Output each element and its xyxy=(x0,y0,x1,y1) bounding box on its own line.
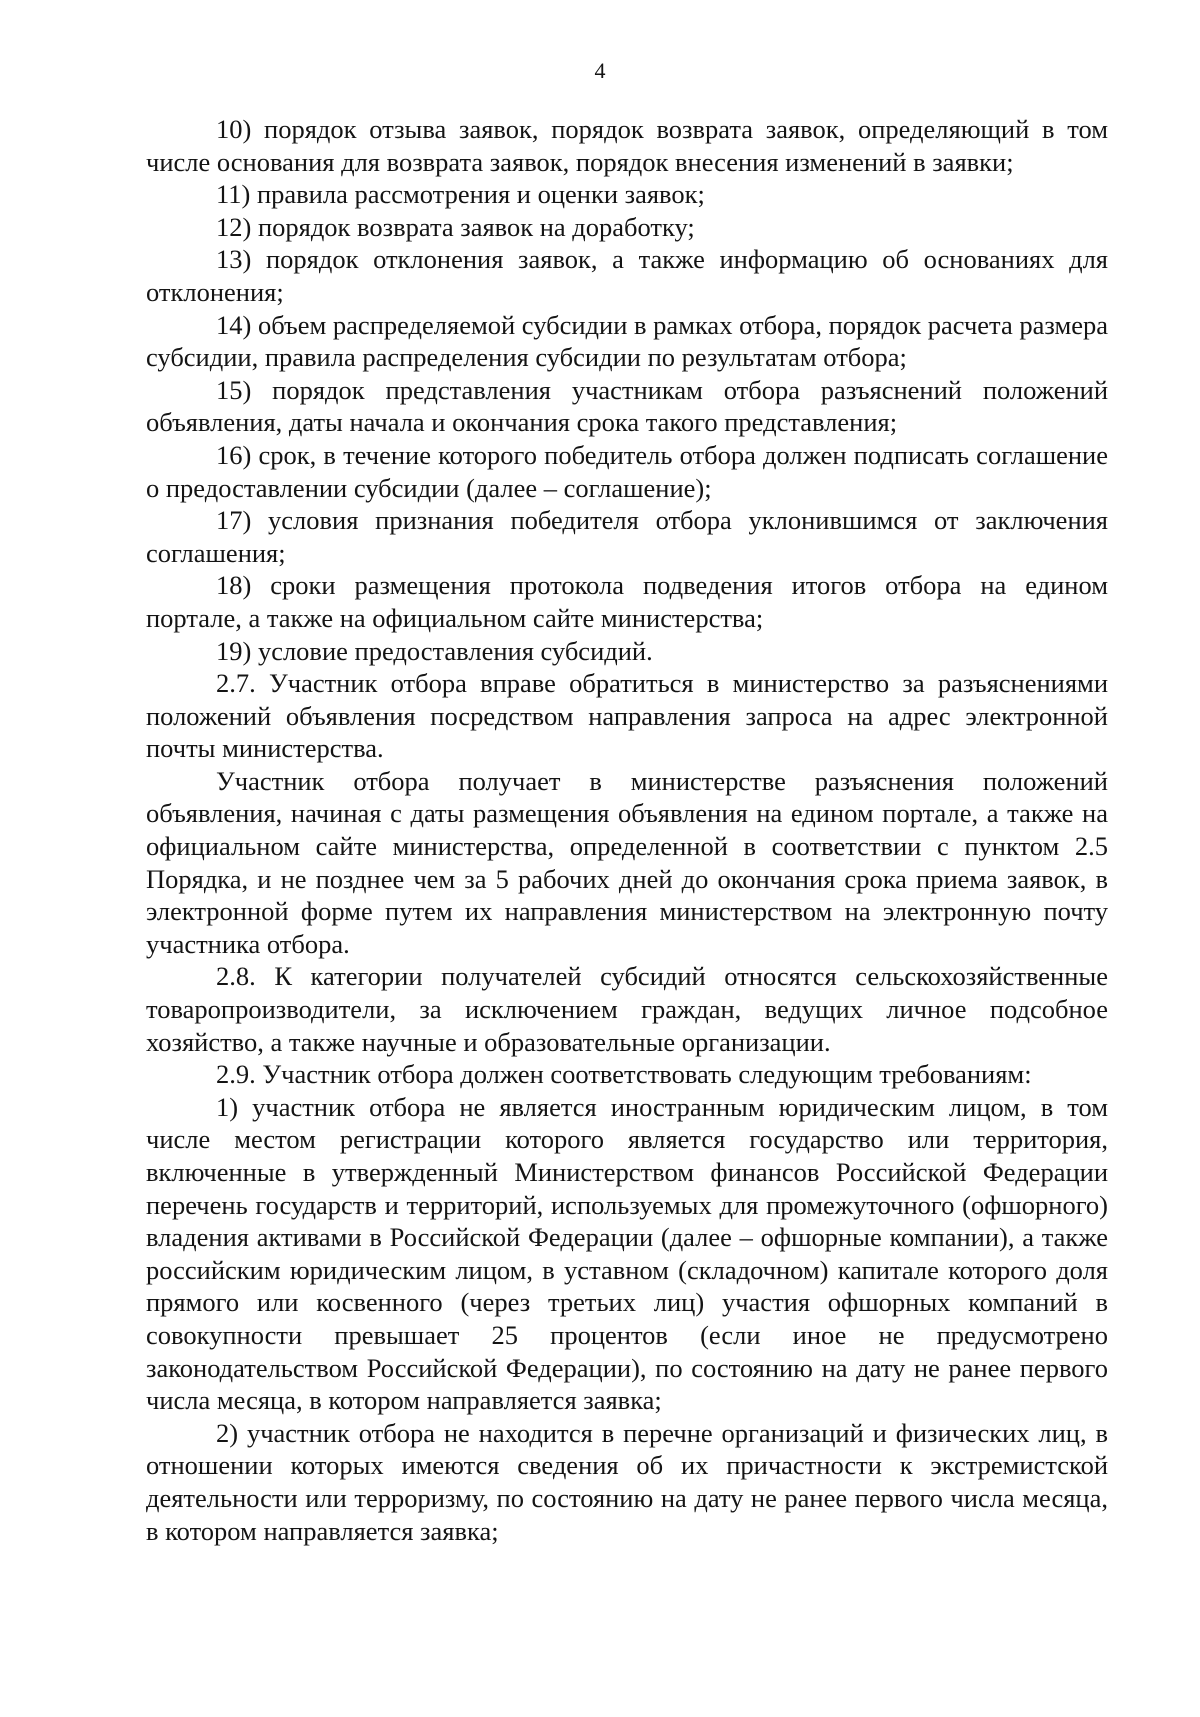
paragraph-item-13: 13) порядок отклонения заявок, а также информацию об основаниях для отклонения; xyxy=(146,244,1108,307)
paragraph-requirement-2: 2) участник отбора не находится в перечне организаций и физических лиц, в отношении которых имеются сведения об их причастности к экстремистской деятельности или терроризму, по состоянию на дату не ранее первого числа месяца, в котором направляется заявка; xyxy=(146,1417,1108,1546)
paragraph-item-16: 16) срок, в течение которого победитель отбора должен подписать соглашение о предоставлении субсидии (далее – соглашение); xyxy=(146,439,1108,503)
document-body xyxy=(146,113,1108,1547)
paragraph-requirement-1: 1) участник отбора не является иностранным юридическим лицом, в том числе местом регистрации которого является государство или территория, включенные в утвержденный Министерством финансов Российской Федерации перечень государств и территорий, используемых для промежуточного (офшорного) владения активами в Российской Федерации (далее – офшорные компании), а также российским юридическим лицом, в уставном (складочном) капитале которого доля прямого или косвенного (через третьих лиц) участия офшорных компаний в совокупности превышает 25 процентов (если иное не предусмотрено законодательством Российской Федерации), по состоянию на дату не ранее первого числа месяца, в котором направляется заявка; xyxy=(146,1091,1108,1416)
paragraph-item-18: 18) сроки размещения протокола подведения итогов отбора на едином портале, а также на официальном сайте министерства; xyxy=(146,570,1108,633)
paragraph-item-10: 10) порядок отзыва заявок, порядок возврата заявок, определяющий в том числе основания для возврата заявок, порядок внесения изменений в заявки; xyxy=(146,114,1108,177)
paragraph-item-15: 15) порядок представления участникам отбора разъяснений положений объявления, даты начала и окончания срока такого представления; xyxy=(146,374,1108,438)
paragraph-section-2-7-continued: Участник отбора получает в министерстве разъяснения положений объявления, начиная с даты размещения объявления на едином портале, а также на официальном сайте министерства, определенной в соответствии с пунктом 2.5 Порядка, и не позднее чем за 5 рабочих дней до окончания срока приема заявок, в электронной форме путем их направления министерством на электронную почту участника отбора. xyxy=(146,765,1108,959)
page-number: 4 xyxy=(594,58,606,83)
paragraph-item-17: 17) условия признания победителя отбора уклонившимся от заключения соглашения; xyxy=(146,505,1108,568)
paragraph-section-2-7: 2.7. Участник отбора вправе обратиться в министерство за разъяснениями положений объявления посредством направления запроса на адрес электронной почты министерства. xyxy=(146,668,1108,764)
paragraph-item-11: 11) правила рассмотрения и оценки заявок; xyxy=(216,179,705,210)
paragraph-item-12: 12) порядок возврата заявок на доработку; xyxy=(216,211,695,242)
paragraph-section-2-8: 2.8. К категории получателей субсидий относятся сельскохозяйственные товаропроизводители, за исключением граждан, ведущих личное подсобное хозяйство, а также научные и образовательные организации. xyxy=(146,961,1108,1057)
paragraph-section-2-9: 2.9. Участник отбора должен соответствовать следующим требованиям: xyxy=(216,1059,1032,1090)
paragraph-item-19: 19) условие предоставления субсидий. xyxy=(216,635,653,666)
paragraph-item-14: 14) объем распределяемой субсидии в рамках отбора, порядок расчета размера субсидии, правила распределения субсидии по результатам отбора; xyxy=(146,309,1108,373)
